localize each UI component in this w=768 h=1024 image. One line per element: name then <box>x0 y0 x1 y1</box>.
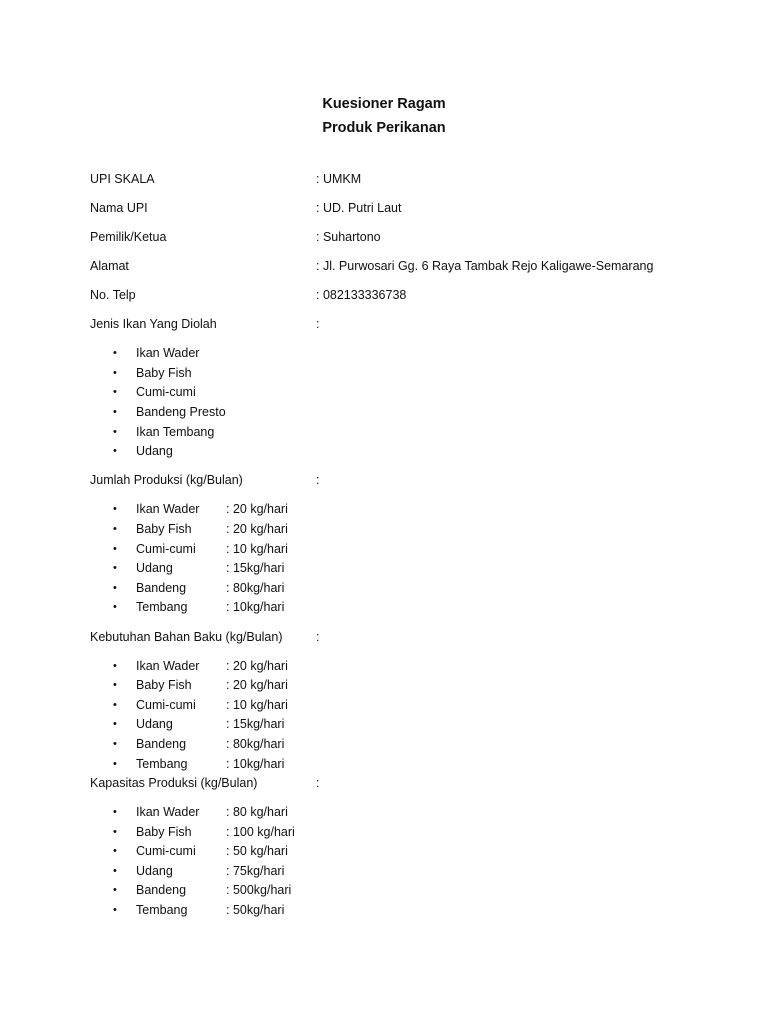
item-qty: : 10 kg/hari <box>226 542 288 556</box>
bullet-icon: • <box>113 562 117 574</box>
bullet-icon: • <box>113 426 117 438</box>
bullet-icon: • <box>113 806 117 818</box>
section-label: Kebutuhan Bahan Baku (kg/Bulan) <box>90 630 283 644</box>
item-name: Tembang <box>136 903 188 917</box>
item-name: Udang <box>136 864 173 878</box>
field-value: : 082133336738 <box>316 288 407 302</box>
bullet-icon: • <box>113 543 117 555</box>
item-name: Ikan Wader <box>136 502 200 516</box>
bullet-icon: • <box>113 601 117 613</box>
bullet-icon: • <box>113 865 117 877</box>
bullet-icon: • <box>113 367 117 379</box>
bullet-icon: • <box>113 660 117 672</box>
bullet-icon: • <box>113 679 117 691</box>
field-value: : UMKM <box>316 172 362 186</box>
bullet-icon: • <box>113 347 117 359</box>
item-name: Cumi-cumi <box>136 698 196 712</box>
item-name: Ikan Wader <box>136 805 200 819</box>
field-value: : UD. Putri Laut <box>316 201 402 215</box>
bullet-icon: • <box>113 738 117 750</box>
item-qty: : 100 kg/hari <box>226 825 295 839</box>
item-name: Baby Fish <box>136 678 192 692</box>
item-qty: : 20 kg/hari <box>226 678 288 692</box>
item-qty: : 15kg/hari <box>226 717 285 731</box>
item-name: Udang <box>136 717 173 731</box>
bullet-icon: • <box>113 845 117 857</box>
item-name: Bandeng <box>136 883 187 897</box>
bullet-icon: • <box>113 406 117 418</box>
section-colon: : <box>316 473 320 487</box>
item-qty: : 75kg/hari <box>226 864 285 878</box>
bullet-icon: • <box>113 758 117 770</box>
document-title-line2: Produk Perikanan <box>322 120 446 136</box>
bullet-icon: • <box>113 503 117 515</box>
item-qty: : 10kg/hari <box>226 757 285 771</box>
item-qty: : 20 kg/hari <box>226 502 288 516</box>
item-name: Udang <box>136 444 173 458</box>
item-name: Ikan Wader <box>136 659 200 673</box>
section-colon: : <box>316 630 320 644</box>
item-qty: : 10 kg/hari <box>226 698 288 712</box>
bullet-icon: • <box>113 884 117 896</box>
bullet-icon: • <box>113 386 117 398</box>
item-name: Cumi-cumi <box>136 844 196 858</box>
document-title-line1: Kuesioner Ragam <box>322 96 446 112</box>
item-qty: : 80kg/hari <box>226 581 285 595</box>
field-label: UPI SKALA <box>90 172 155 186</box>
item-name: Baby Fish <box>136 522 192 536</box>
field-label: No. Telp <box>90 288 136 302</box>
bullet-icon: • <box>113 445 117 457</box>
item-name: Ikan Wader <box>136 346 200 360</box>
field-label: Pemilik/Ketua <box>90 230 167 244</box>
item-name: Tembang <box>136 757 188 771</box>
section-colon: : <box>316 317 320 331</box>
item-qty: : 20 kg/hari <box>226 659 288 673</box>
item-qty: : 500kg/hari <box>226 883 292 897</box>
item-name: Cumi-cumi <box>136 385 196 399</box>
field-value: : Suhartono <box>316 230 381 244</box>
item-name: Bandeng <box>136 737 187 751</box>
item-name: Bandeng Presto <box>136 405 226 419</box>
item-name: Udang <box>136 561 173 575</box>
bullet-icon: • <box>113 904 117 916</box>
item-qty: : 15kg/hari <box>226 561 285 575</box>
section-label: Kapasitas Produksi (kg/Bulan) <box>90 776 258 790</box>
item-name: Baby Fish <box>136 366 192 380</box>
field-label: Alamat <box>90 259 129 273</box>
item-qty: : 10kg/hari <box>226 600 285 614</box>
bullet-icon: • <box>113 699 117 711</box>
item-name: Baby Fish <box>136 825 192 839</box>
bullet-icon: • <box>113 826 117 838</box>
item-qty: : 20 kg/hari <box>226 522 288 536</box>
bullet-icon: • <box>113 582 117 594</box>
item-name: Cumi-cumi <box>136 542 196 556</box>
item-qty: : 50 kg/hari <box>226 844 288 858</box>
item-qty: : 50kg/hari <box>226 903 285 917</box>
section-colon: : <box>316 776 320 790</box>
bullet-icon: • <box>113 523 117 535</box>
field-label: Nama UPI <box>90 201 148 215</box>
field-value: : Jl. Purwosari Gg. 6 Raya Tambak Rejo Kaligawe-Semarang <box>316 259 654 273</box>
item-name: Ikan Tembang <box>136 425 215 439</box>
item-qty: : 80kg/hari <box>226 737 285 751</box>
section-label: Jumlah Produksi (kg/Bulan) <box>90 473 243 487</box>
item-name: Bandeng <box>136 581 187 595</box>
item-name: Tembang <box>136 600 188 614</box>
bullet-icon: • <box>113 718 117 730</box>
item-qty: : 80 kg/hari <box>226 805 288 819</box>
section-label: Jenis Ikan Yang Diolah <box>90 317 217 331</box>
